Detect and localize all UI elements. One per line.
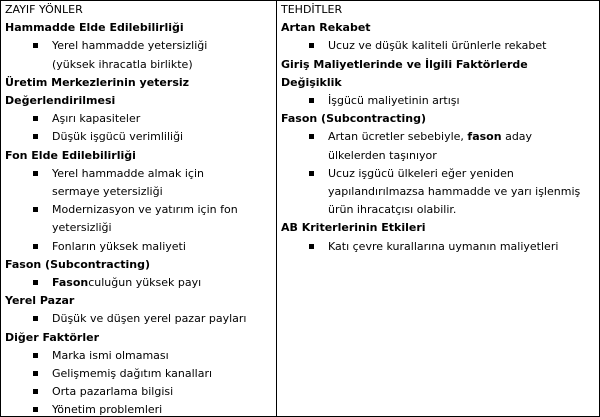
list-item: Modernizasyon ve yatırım için fon yetersizliği (5, 201, 272, 237)
list-item: Orta pazarlama bilgisi (5, 383, 272, 401)
bullet-list (281, 92, 595, 110)
threats-title: TEHDİTLER (281, 3, 343, 16)
list-item: Marka ismi olmaması (5, 347, 272, 365)
section-heading-continued: Değişiklik (281, 75, 342, 89)
section-heading: Fon Elde Edilebilirliği (5, 148, 136, 162)
weaknesses-column (1, 1, 277, 416)
list-item: Fonların yüksek maliyeti (5, 238, 272, 256)
section-heading: Fason (Subcontracting) (281, 112, 427, 126)
section-heading: Giriş Maliyetlerinde ve İlgili Faktörlerde (281, 57, 528, 71)
list-item: Artan ücretler sebebiyle, fason aday ülkelerden taşınıyor (281, 128, 595, 164)
list-item: Düşük işgücü verimliliği (5, 128, 272, 146)
list-item: Yerel hammadde yetersizliği (yüksek ihracatla birlikte) (5, 37, 272, 73)
bullet-list (5, 110, 272, 146)
section-heading-continued: Değerlendirilmesi (5, 94, 116, 108)
bold-term: fason (467, 130, 502, 144)
weaknesses-title: ZAYIF YÖNLER (5, 3, 83, 16)
section-heading: Üretim Merkezlerinin yetersiz (5, 75, 190, 89)
bullet-list (5, 37, 272, 73)
section-heading: Diğer Faktörler (5, 330, 99, 344)
bullet-list (5, 274, 272, 292)
list-item: Aşırı kapasiteler (5, 110, 272, 128)
threats-column (277, 1, 599, 416)
bullet-list (281, 128, 595, 219)
list-item: Gelişmemiş dağıtım kanalları (5, 365, 272, 383)
section-heading: Hammadde Elde Edilebilirliği (5, 21, 184, 35)
list-item: Ucuz işgücü ülkeleri eğer yeniden yapılandırılmazsa hammadde ve yarı işlenmiş ürün ihracatçısı olabilir. (281, 165, 595, 220)
list-item: Ucuz ve düşük kaliteli ürünlerle rekabet (281, 37, 595, 55)
list-item: Yönetim problemleri (5, 401, 272, 416)
bullet-list (5, 310, 272, 328)
list-item: Düşük ve düşen yerel pazar payları (5, 310, 272, 328)
section-heading: AB Kriterlerinin Etkileri (281, 221, 426, 235)
bullet-list (281, 238, 595, 256)
list-item: İşgücü maliyetinin artışı (281, 92, 595, 110)
bullet-list (5, 347, 272, 416)
bullet-list (5, 165, 272, 256)
section-heading: Artan Rekabet (281, 21, 371, 35)
section-heading: Fason (Subcontracting) (5, 257, 151, 271)
bold-term: Fason (52, 276, 89, 290)
section-heading: Yerel Pazar (5, 294, 75, 308)
list-item: Yerel hammadde almak için sermaye yetersizliği (5, 165, 272, 201)
list-item: Katı çevre kurallarına uymanın maliyetleri (281, 238, 595, 256)
list-item: Fasonculuğun yüksek payı (5, 274, 272, 292)
bullet-list (281, 37, 595, 55)
